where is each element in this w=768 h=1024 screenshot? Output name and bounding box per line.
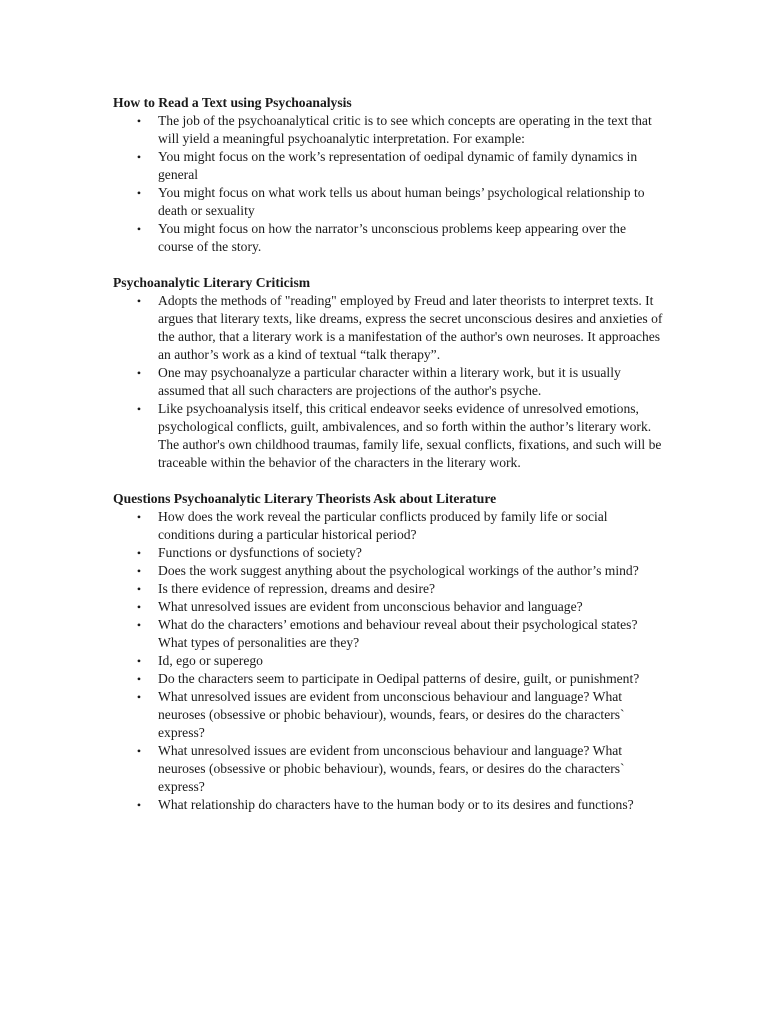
bullet-text: Like psychoanalysis itself, this critical endeavor seeks evidence of unresolved emotions, psychological conflicts, guilt, ambivalences, and so forth within the author’s literary work. The author's own childhood traumas, family life, sexual conflicts, fixations, and such will be traceable within the behavior of the characters in the literary work.	[158, 401, 662, 470]
bullet-text: What unresolved issues are evident from unconscious behavior and language?	[158, 599, 583, 614]
bullet-icon: •	[136, 618, 142, 632]
section-psychoanalytic-criticism	[113, 274, 664, 472]
bullet-item	[113, 796, 664, 814]
bullet-item	[113, 688, 664, 742]
bullet-item	[113, 364, 664, 400]
bullet-text: You might focus on how the narrator’s unconscious problems keep appearing over the course of the story.	[158, 221, 627, 254]
bullet-item	[113, 580, 664, 598]
bullet-icon: •	[136, 600, 142, 614]
bullet-text: You might focus on what work tells us about human beings’ psychological relationship to death or sexuality	[158, 185, 645, 218]
bullet-icon: •	[136, 186, 142, 200]
section-theorist-questions	[113, 490, 664, 814]
bullet-icon: •	[136, 510, 142, 524]
bullet-icon: •	[136, 564, 142, 578]
bullet-item	[113, 112, 664, 148]
bullet-text: Is there evidence of repression, dreams and desire?	[158, 581, 436, 596]
bullet-item	[113, 652, 664, 670]
bullet-item	[113, 184, 664, 220]
bullet-icon: •	[136, 222, 142, 236]
bullet-text: What unresolved issues are evident from unconscious behaviour and language? What neuroses (obsessive or phobic behaviour), wounds, fears, or desires do the characters` express?	[158, 743, 625, 794]
bullet-text: You might focus on the work’s representation of oedipal dynamic of family dynamics in general	[158, 149, 638, 182]
bullet-text: Do the characters seem to participate in Oedipal patterns of desire, guilt, or punishment?	[158, 671, 640, 686]
bullet-item	[113, 292, 664, 364]
bullet-icon: •	[136, 366, 142, 380]
bullet-text: One may psychoanalyze a particular character within a literary work, but it is usually assumed that all such characters are projections of the author's psyche.	[158, 365, 621, 398]
bullet-icon: •	[136, 654, 142, 668]
bullet-icon: •	[136, 582, 142, 596]
bullet-icon: •	[136, 798, 142, 812]
bullet-item	[113, 148, 664, 184]
section-heading: Questions Psychoanalytic Literary Theorists Ask about Literature	[113, 491, 497, 506]
bullet-text: Functions or dysfunctions of society?	[158, 545, 362, 560]
bullet-item	[113, 400, 664, 472]
bullet-item	[113, 562, 664, 580]
bullet-text: What relationship do characters have to the human body or to its desires and functions?	[158, 797, 634, 812]
bullet-item	[113, 508, 664, 544]
bullet-icon: •	[136, 546, 142, 560]
section-heading: How to Read a Text using Psychoanalysis	[113, 95, 352, 110]
bullet-text: Does the work suggest anything about the psychological workings of the author’s mind?	[158, 563, 639, 578]
bullet-text: Adopts the methods of "reading" employed by Freud and later theorists to interpret texts. It argues that literary texts, like dreams, express the secret unconscious desires and anxieties of the author, that a literary work is a manifestation of the author's own neuroses. It approaches an author’s work as a kind of textual “talk therapy”.	[158, 293, 663, 362]
bullet-text: What do the characters’ emotions and behaviour reveal about their psychological states? What types of personalities are they?	[158, 617, 638, 650]
bullet-icon: •	[136, 294, 142, 308]
bullet-icon: •	[136, 690, 142, 704]
bullet-text: The job of the psychoanalytical critic is to see which concepts are operating in the text that will yield a meaningful psychoanalytic interpretation. For example:	[158, 113, 652, 146]
bullet-icon: •	[136, 672, 142, 686]
bullet-icon: •	[136, 114, 142, 128]
bullet-icon: •	[136, 150, 142, 164]
section-reading-with-psychoanalysis	[113, 94, 664, 256]
bullet-list	[113, 112, 664, 256]
bullet-icon: •	[136, 402, 142, 416]
bullet-list	[113, 292, 664, 472]
bullet-text: Id, ego or superego	[158, 653, 263, 668]
bullet-text: How does the work reveal the particular conflicts produced by family life or social conditions during a particular historical period?	[158, 509, 608, 542]
bullet-item	[113, 220, 664, 256]
bullet-list	[113, 508, 664, 814]
bullet-item	[113, 670, 664, 688]
section-heading: Psychoanalytic Literary Criticism	[113, 275, 311, 290]
bullet-icon: •	[136, 744, 142, 758]
bullet-text: What unresolved issues are evident from unconscious behaviour and language? What neuroses (obsessive or phobic behaviour), wounds, fears, or desires do the characters` express?	[158, 689, 625, 740]
bullet-item	[113, 742, 664, 796]
bullet-item	[113, 598, 664, 616]
bullet-item	[113, 616, 664, 652]
bullet-item	[113, 544, 664, 562]
